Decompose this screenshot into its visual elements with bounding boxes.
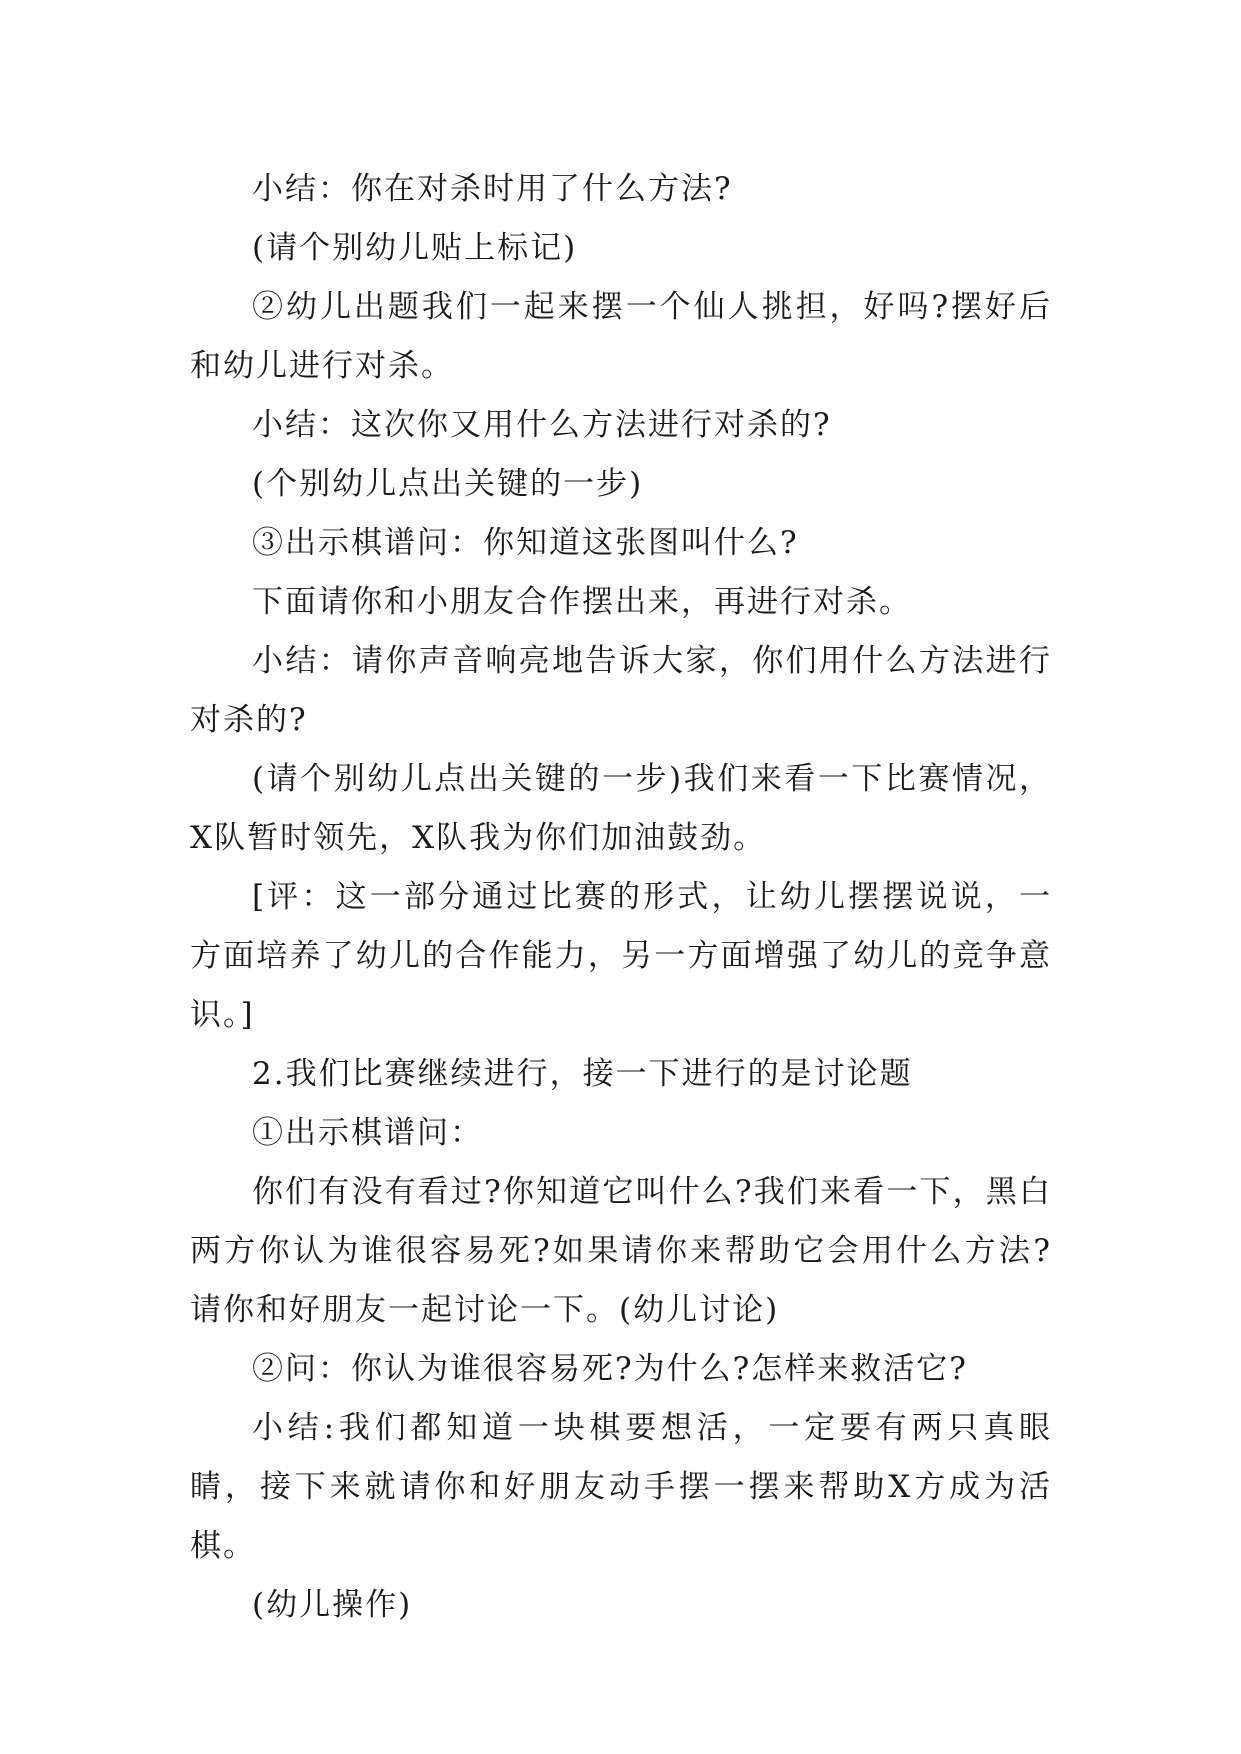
paragraph-summary-1: 小结：你在对杀时用了什么方法? xyxy=(252,171,733,207)
paragraph-match-status: (请个别幼儿点出关键的一步)我们来看一下比赛情况，X队暂时领先，X队我为你们加油鼓劲。 xyxy=(190,761,1052,856)
document-body xyxy=(190,160,1052,1635)
paragraph-step-1b: ①出示棋谱问： xyxy=(252,1115,483,1151)
paragraph-note-1: (请个别幼儿贴上标记) xyxy=(252,230,578,266)
paragraph-comment: [评：这一部分通过比赛的形式，让幼儿摆摆说说，一方面培养了幼儿的合作能力，另一方面增强了幼儿的竞争意识。] xyxy=(190,879,1052,1033)
paragraph-note-2: (个别幼儿点出关键的一步) xyxy=(252,466,644,502)
paragraph-operation: (幼儿操作) xyxy=(252,1587,413,1623)
paragraph-summary-4: 小结:我们都知道一块棋要想活，一定要有两只真眼睛，接下来就请你和好朋友动手摆一摆来帮助X方成为活棋。 xyxy=(190,1410,1052,1564)
paragraph-step-2: ②幼儿出题我们一起来摆一个仙人挑担，好吗?摆好后和幼儿进行对杀。 xyxy=(190,289,1052,384)
paragraph-step-3: ③出示棋谱问：你知道这张图叫什么? xyxy=(252,525,799,561)
paragraph-section-2: 2.我们比赛继续进行，接一下进行的是讨论题 xyxy=(252,1056,913,1092)
paragraph-summary-3: 小结：请你声音响亮地告诉大家，你们用什么方法进行对杀的? xyxy=(190,643,1052,738)
paragraph-summary-2: 小结：这次你又用什么方法进行对杀的? xyxy=(252,407,832,443)
paragraph-discussion: 你们有没有看过?你知道它叫什么?我们来看一下，黑白两方你认为谁很容易死?如果请你来帮助它会用什么方法?请你和好朋友一起讨论一下。(幼儿讨论) xyxy=(190,1174,1052,1328)
paragraph-instruction: 下面请你和小朋友合作摆出来，再进行对杀。 xyxy=(252,584,912,620)
paragraph-question: ②问：你认为谁很容易死?为什么?怎样来救活它? xyxy=(252,1351,968,1387)
